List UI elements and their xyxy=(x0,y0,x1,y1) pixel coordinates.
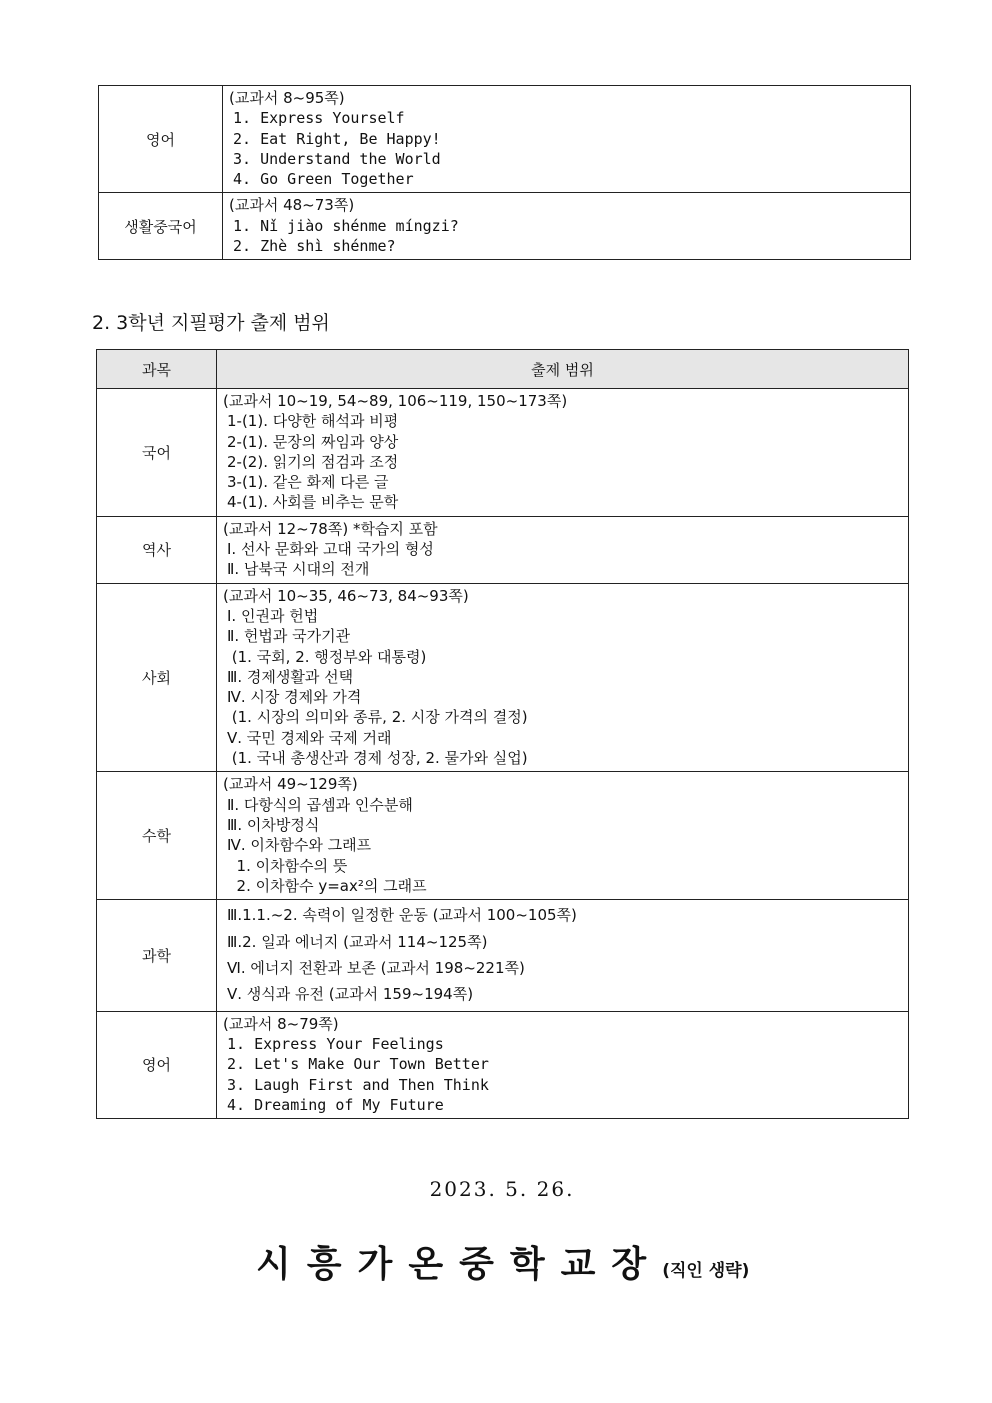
unit-item: Ⅱ. 헌법과 국가기관 xyxy=(227,627,351,646)
scope-cell xyxy=(223,193,911,260)
unit-item: Ⅲ.1.1.~2. 속력이 일정한 운동 (교과서 100~105쪽) xyxy=(227,906,577,925)
subject-cell: 생활중국어 xyxy=(99,193,223,260)
unit-item: Ⅲ. 경제생활과 선택 xyxy=(227,667,354,686)
table-row xyxy=(99,193,911,260)
unit-item: Ⅳ. 시장 경제와 가격 xyxy=(227,688,362,707)
unit-item: Ⅱ. 남북국 시대의 전개 xyxy=(227,560,370,579)
unit-item: 2-(2). 읽기의 점검과 조정 xyxy=(227,452,399,471)
textbook-range: (교과서 10~19, 54~89, 106~119, 150~173쪽) xyxy=(223,392,568,410)
unit-item: Ⅳ. 이차함수와 그래프 xyxy=(227,836,372,855)
unit-item: Ⅲ. 이차방정식 xyxy=(227,815,320,834)
table-row xyxy=(97,900,909,1012)
textbook-range: (교과서 10~35, 46~73, 84~93쪽) xyxy=(223,586,469,605)
document-date: 2023. 5. 26. xyxy=(429,1177,575,1201)
unit-item: Ⅴ. 생식과 유전 (교과서 159~194쪽) xyxy=(227,985,474,1004)
scope-cell xyxy=(217,389,909,517)
scope-cell xyxy=(217,900,909,1012)
unit-item: 4. Dreaming of My Future xyxy=(227,1095,444,1114)
unit-item: 2. Zhè shì shénme? xyxy=(233,237,396,256)
principal-signature xyxy=(256,1236,749,1287)
scope-cell xyxy=(217,516,909,583)
unit-item: Ⅰ. 선사 문화와 고대 국가의 형성 xyxy=(227,540,434,559)
scope-cell xyxy=(217,583,909,772)
textbook-range: (교과서 8~79쪽) xyxy=(223,1014,339,1033)
subject-cell: 역사 xyxy=(97,516,217,583)
unit-item: 4. Go Green Together xyxy=(233,170,414,189)
scope-table-grade3 xyxy=(96,349,909,1119)
unit-subitem: (1. 국내 총생산과 경제 성장, 2. 물가와 실업) xyxy=(227,749,528,768)
unit-subitem: 1. 이차함수의 뜻 xyxy=(227,856,348,875)
scope-cell xyxy=(223,86,911,193)
subject-cell: 사회 xyxy=(97,583,217,772)
unit-subitem: (1. 시장의 의미와 종류, 2. 시장 가격의 결정) xyxy=(227,708,528,727)
unit-item: 1. Nǐ jiào shénme míngzi? xyxy=(233,216,459,235)
unit-item: 2. Let's Make Our Town Better xyxy=(227,1055,489,1074)
header-subject: 과목 xyxy=(97,350,217,389)
unit-item: 3. Understand the World xyxy=(233,149,441,168)
table-row xyxy=(97,516,909,583)
unit-item: 1-(1). 다양한 해석과 비평 xyxy=(227,412,399,431)
section-heading: 2. 3학년 지필평가 출제 범위 xyxy=(92,312,330,334)
unit-item: 2-(1). 문장의 짜임과 양상 xyxy=(227,432,399,451)
unit-item: Ⅲ.2. 일과 에너지 (교과서 114~125쪽) xyxy=(227,932,488,951)
unit-item: Ⅵ. 에너지 전환과 보존 (교과서 198~221쪽) xyxy=(227,958,525,977)
unit-item: 3-(1). 같은 화제 다른 글 xyxy=(227,473,389,492)
table-row xyxy=(97,1011,909,1118)
seal-omitted-note: (직인 생략) xyxy=(662,1261,750,1281)
unit-item: Ⅴ. 국민 경제와 국제 거래 xyxy=(227,728,392,747)
textbook-range: (교과서 48~73쪽) xyxy=(229,196,355,215)
scope-cell xyxy=(217,1011,909,1118)
subject-cell: 영어 xyxy=(99,86,223,193)
unit-subitem: 2. 이차함수 y=ax²의 그래프 xyxy=(227,876,427,895)
subject-cell: 국어 xyxy=(97,389,217,517)
subject-cell: 영어 xyxy=(97,1011,217,1118)
unit-item: 4-(1). 사회를 비추는 문학 xyxy=(227,493,399,512)
table-row xyxy=(99,86,911,193)
table-header-row xyxy=(97,350,909,389)
subject-cell: 과학 xyxy=(97,900,217,1012)
table-row xyxy=(97,772,909,900)
unit-item: 1. Express Yourself xyxy=(233,109,405,128)
subject-cell: 수학 xyxy=(97,772,217,900)
scope-table-grade2-continued xyxy=(98,85,911,260)
table-row xyxy=(97,583,909,772)
textbook-range: (교과서 49~129쪽) xyxy=(223,775,358,794)
table-row xyxy=(97,389,909,517)
textbook-range: (교과서 8~95쪽) xyxy=(229,89,345,107)
textbook-range: (교과서 12~78쪽) *학습지 포함 xyxy=(223,519,438,538)
scope-cell xyxy=(217,772,909,900)
unit-item: 3. Laugh First and Then Think xyxy=(227,1075,489,1094)
header-scope: 출제 범위 xyxy=(217,350,909,389)
unit-item: Ⅰ. 인권과 헌법 xyxy=(227,606,319,625)
unit-item: 2. Eat Right, Be Happy! xyxy=(233,129,441,148)
unit-subitem: (1. 국회, 2. 행정부와 대통령) xyxy=(227,647,427,666)
principal-title: 시흥가온중학교장 xyxy=(256,1243,663,1285)
unit-item: 1. Express Your Feelings xyxy=(227,1035,444,1054)
unit-item: Ⅱ. 다항식의 곱셈과 인수분해 xyxy=(227,795,413,814)
